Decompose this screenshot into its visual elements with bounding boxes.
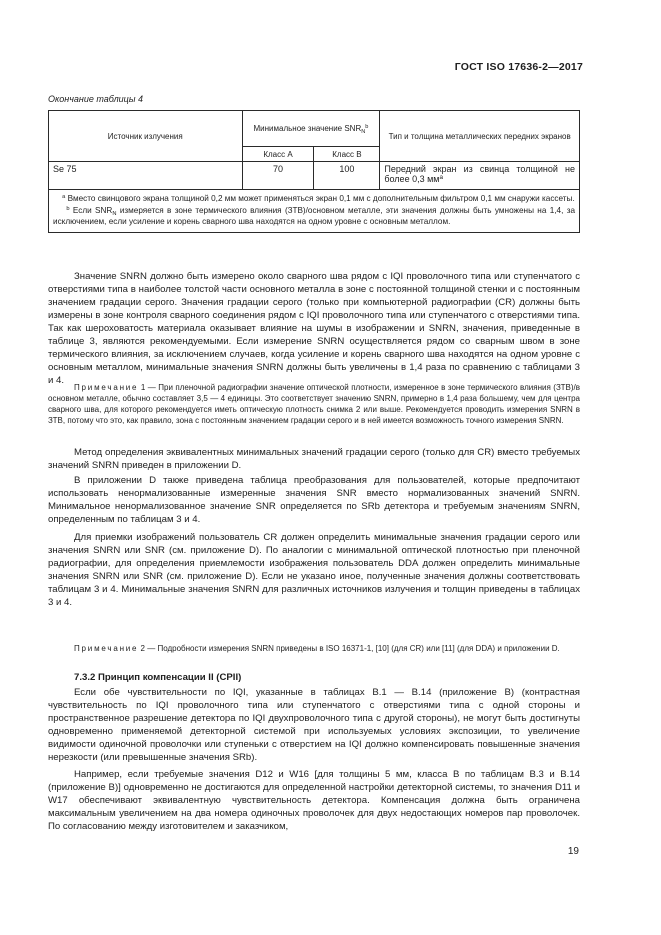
table-caption: Окончание таблицы 4 <box>48 94 143 104</box>
page-number: 19 <box>567 846 579 857</box>
footnote-b: $^b$ Если $SNR_N$ измеряется в зоне термического влияния (ЗТВ)/основном металле, эти значения должны быть умножены на 1,4, за исключением, если усиление и корень сварного шва находятся на одном уровне с основным металлом. <box>53 205 576 226</box>
section-heading: 7.3.2 Принцип компенсации II (CPII) <box>74 672 242 683</box>
header-screens: Тип и толщина металлических передних экранов <box>380 111 580 162</box>
row-screen-text: Передний экран из свинца толщиной не более 0,3 $мм^a$ <box>380 162 580 190</box>
document-code: ГОСТ ISO 17636-2—2017 <box>454 61 583 73</box>
paragraph-2: Метод определения эквивалентных минимальных значений градации серого (только для CR) вместо требуемых значений SNRN приведен в приложении D. <box>48 447 580 471</box>
note-2: Примечание 2 — Подробности измерения SNRN приведены в ISO 16371-1, [10] (для CR) или [11] (для DDA) и приложении D. <box>74 644 560 653</box>
header-min-snr: Минимальное значение $SNR_N^b$ <box>242 111 380 147</box>
header-class-b: Класс В <box>314 147 380 162</box>
paragraph-1: Значение SNRN должно быть измерено около сварного шва рядом с IQI проволочного типа или ступенчатого с отверстиями типа в наиболее толстой части основного металла в зоне с постоянной толщиной стенки и с постоянным значением градации серого. Значения градации серого (только при компьютерной радиографии (CR) должны быть измерены в зоне контроля сварного соединения рядом с IQI проволочного типа или ступенчатого с отверстиями типа. Так как шероховатость материала оказывает влияние на шумы в изображении и SNRN, значения, приведенные в таблице 3, являются рекомендуемыми. Если измерение SNRN осуществляется рядом со сварным швом в зоне термического влияния, за исключением случаев, когда усиление и корень сварного шва находятся на одном уровне с основным металлом, минимальные значения SNRN должны быть увеличены в 1,4 раза по сравнению с таблицами 3 и 4. <box>48 271 580 386</box>
note-1: Примечание 1 — При пленочной радиографии значение оптической плотности, измеренное в зоне термического влияния (ЗТВ)/в основном металле, обычно составляет 3,5 — 4 единицы. Это соответствует значению SNRN, примерно в 1,4 раза большему, чем для центра сварного шва, для которого рекомендуется иметь оптическую плотность снимка 2 или выше. Рекомендуется проводить измерения SNRN в ЗТВ, потому что это, как правило, зона с постоянным значением градации серого и в ней имеется возможность точного измерения SNRN. <box>48 383 580 425</box>
table-footnotes <box>49 190 580 233</box>
row-class-a-value: 70 <box>242 162 314 190</box>
header-source: Источник излучения <box>49 111 243 162</box>
paragraph-4: Для приемки изображений пользователь CR должен определить минимальные значения градации серого или значения SNRN или SNR (см. приложение D). По аналогии с минимальной оптической плотностью при пленочной радиографии, для определения приемлемости изображения пользователь DDA должен определить минимальные значения SNRN или SNR (см. приложение D). Если не указано иное, полученные значения должны соответствовать таблицам 3 и 4. Минимальные значения SNRN для различных источников излучения и толщин приведены в таблицах 3 и 4. <box>48 532 580 608</box>
paragraph-6: Например, если требуемые значения D12 и W16 [для толщины 5 мм, класса В по таблицам В.3 и В.14 (приложение В)] одновременно не достигаются для определенной настройки детекторной системы, то значения D11 и W17 обеспечивают эквивалентную чувствительность детектора. Компенсация должна быть ограничена максимальным увеличением на два номера одиночных проволочек для двух недостающих номеров пар проволочек. По согласованию между изготовителем и заказчиком, <box>48 769 580 832</box>
header-class-a: Класс А <box>242 147 314 162</box>
paragraph-5: Если обе чувствительности по IQI, указанные в таблицах В.1 — В.14 (приложение В) (контрастная чувствительность по IQI проволочного типа или ступенчатого с отверстиями типа с одной стороны и пространственное разрешение детектора по IQI двухпроволочного типа с другой стороны), не могут быть достигнуты одновременно применяемой детекторной системой при используемых условиях экспозиции, то увеличение видимости одиночной проволочки или ступеньки с отверстием на IQI должно компенсировать повышенные значения нерезкости (или превышенные значения SRb). <box>48 687 580 763</box>
row-class-b-value: 100 <box>314 162 380 190</box>
paragraph-3: В приложении D также приведена таблица преобразования для пользователей, которые предпочитают использовать ненормализованные измеренные значения SNR вместо нормализованных значений SNRN. Минимальное ненормализованное значение SNR определяется по SRb детектора и требуемым значениям SNRN, определенным по таблицам 3 и 4. <box>48 475 580 525</box>
snr-table <box>48 110 580 233</box>
row-source: Se 75 <box>49 162 243 190</box>
footnote-a: $^a$ Вместо свинцового экрана толщиной 0,2 мм может применяться экран 0,1 мм с дополнительным фильтром 0,1 мм снаружи кассеты. <box>62 194 575 203</box>
